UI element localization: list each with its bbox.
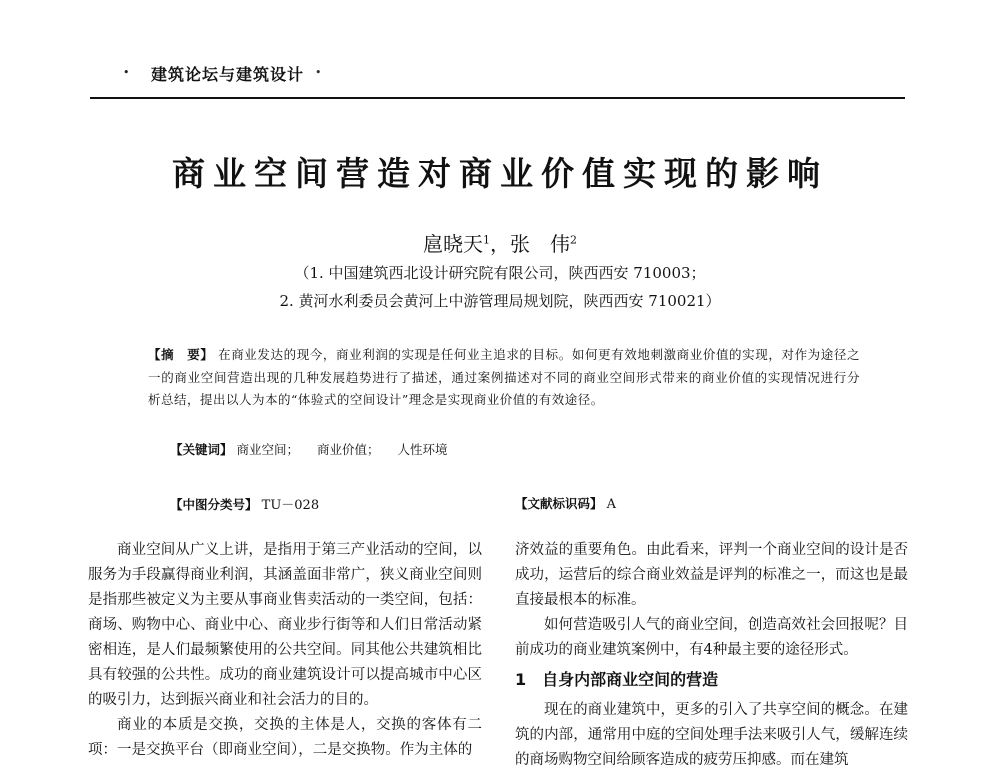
header-rule [90,97,905,99]
document-code-label: 【文献标识码】 [515,496,603,511]
article-title: 商业空间营造对商业价值实现的影响 [172,154,828,193]
author-affiliation-mark: 2 [570,233,577,247]
body-column-right [515,538,908,773]
author-separator: ， [490,232,510,256]
clc-label: 【中图分类号】 [170,497,258,512]
body-paragraph: 如何营造吸引人气的商业空间，创造高效社会回报呢？目前成功的商业建筑案例中，有4种最主要的途径形式。 [515,617,908,658]
affiliation-2: 2. 黄河水利委员会黄河上中游管理局规划院，陕西西安 710021） [279,292,721,310]
body-paragraph: 商业空间从广义上讲，是指用于第三产业活动的空间，以服务为手段赢得商业利润，其涵盖面非常广，狭义商业空间则是指那些被定义为主要从事商业售卖活动的一类空间，包括：商场、购物中心、商业中心、商业步行街等和人们日常活动紧密相连，是人们最频繁使用的公共空间。同其他公共建筑相比具有较强的公共性。成功的商业建筑设计可以提高城市中心区的吸引力，达到振兴商业和社会活力的目的。 [88,542,482,708]
body-paragraph: 济效益的重要角色。由此看来，评判一个商业空间的设计是否成功，运营后的综合商业效益是评判的标准之一，而这也是最直接最根本的标准。 [515,542,908,608]
author-name: 扈晓天 [423,232,483,256]
keyword: 人性环境 [397,442,448,457]
abstract [148,344,860,412]
author-line [0,228,1000,257]
body-paragraph: 现在的商业建筑中，更多的引入了共享空间的概念。在建筑的内部，通常用中庭的空间处理手法来吸引人气，缓解连续的商场购物空间给顾客造成的疲劳压抑感。而在建筑 [515,702,908,768]
keyword: 商业价值； [317,442,380,457]
body-paragraph: 商业的本质是交换，交换的主体是人，交换的客体有二项：一是交换平台（即商业空间），二是交换物。作为主体的 [88,717,482,758]
document-code [515,494,616,512]
section-number: 1 [515,670,527,689]
keywords [170,440,870,458]
header-bullet-icon: • [123,66,130,79]
keywords-label: 【关键词】 [170,442,233,457]
author-affiliation-mark: 1 [483,233,490,247]
clc-code [170,494,319,513]
keyword: 商业空间； [236,442,300,457]
running-header [115,62,905,90]
abstract-label: 【摘 要】 [148,347,214,362]
section-title: 自身内部商业空间的营造 [542,670,719,689]
affiliation-1: （1. 中国建筑西北设计研究院有限公司，陕西西安 710003； [294,264,706,282]
body-column-left [88,538,482,763]
journal-section-name: 建筑论坛与建筑设计 [151,65,305,84]
header-dot-icon: • [315,66,322,79]
author-name: 张 伟 [510,232,570,256]
clc-value: TU－028 [261,498,320,513]
abstract-text: 在商业发达的现今，商业利润的实现是任何业主追求的目标。如何更有效地刺激商业价值的实现，对作为途径之一的商业空间营造出现的几种发展趋势进行了描述，通过案例描述对不同的商业空间形式带来的商业价值的实现情况进行分析总结，提出以人为本的“体验式的空间设计”理念是实现商业价值的有效途径。 [148,347,860,407]
document-code-value: A [606,497,617,512]
section-heading [515,668,908,692]
